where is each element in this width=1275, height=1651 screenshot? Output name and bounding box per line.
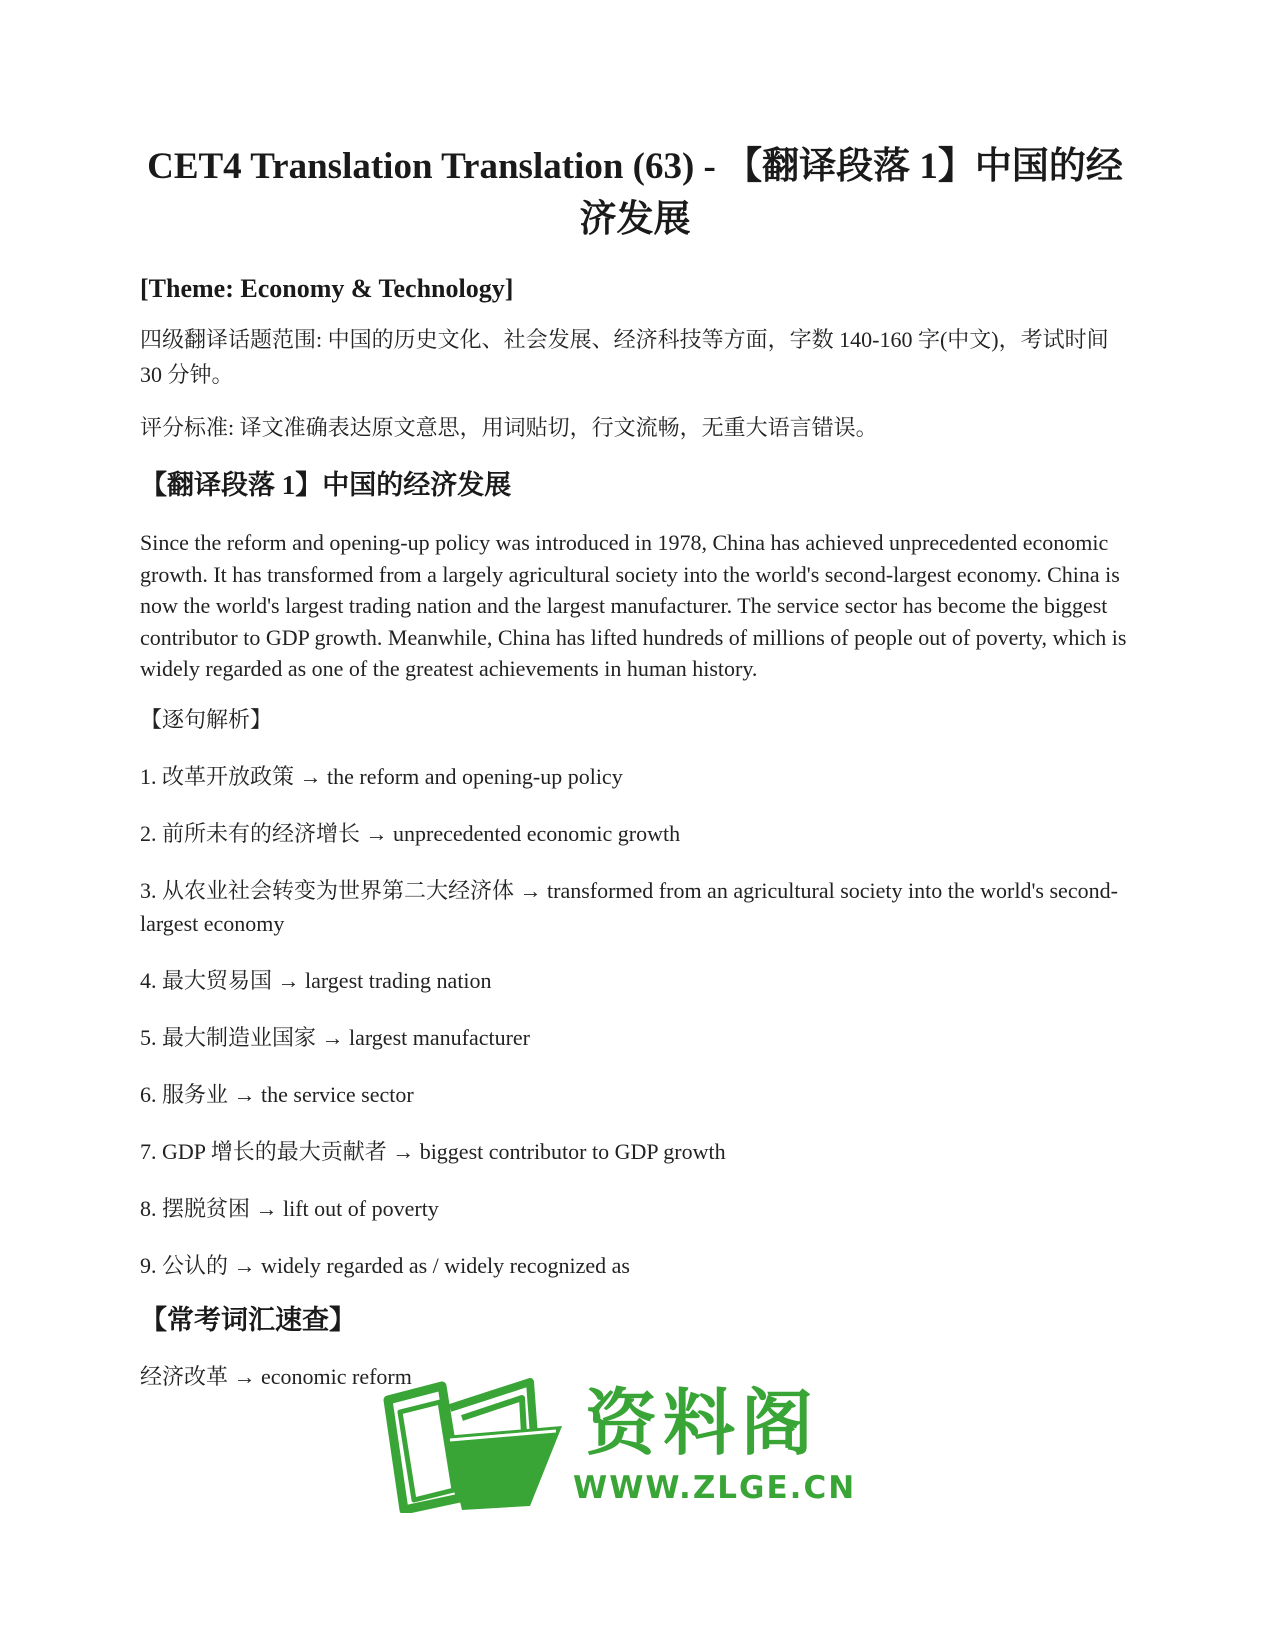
analysis-item: 2. 前所未有的经济增长 → unprecedented economic growth [140, 820, 681, 846]
analysis-item: 6. 服务业 → the service sector [140, 1081, 414, 1107]
analysis-item: 7. GDP 增长的最大贡献者 → biggest contributor to GDP growth [140, 1138, 726, 1164]
document-title: CET4 Translation Translation (63) - 【翻译段落 1】中国的经济发展 [147, 146, 1123, 240]
analysis-list [140, 760, 1130, 1282]
analysis-item: 4. 最大贸易国 → largest trading nation [140, 967, 492, 993]
document-page [140, 140, 1130, 1393]
analysis-item: 1. 改革开放政策 → the reform and opening-up policy [140, 763, 623, 789]
section-heading: 【翻译段落 1】中国的经济发展 [140, 470, 512, 500]
translation-passage: Since the reform and opening-up policy was introduced in 1978, China has achieved unprecedented economic growth. It has transformed from a largely agricultural society into the world's second-largest economy. China is now the world's largest trading nation and the largest manufacturer. The service sector has become the biggest contributor to GDP growth. Meanwhile, China has lifted hundreds of millions of people out of poverty, which is widely regarded as one of the greatest achievements in human history. [140, 530, 1127, 682]
watermark-logo [380, 1378, 857, 1513]
intro-criteria: 评分标准: 译文准确表达原文意思，用词贴切，行文流畅，无重大语言错误。 [140, 415, 878, 440]
analysis-item: 3. 从农业社会转变为世界第二大经济体 → transformed from an agricultural society into the world's second-largest economy [140, 877, 1118, 936]
folder-book-icon [380, 1378, 570, 1513]
vocab-heading: 【常考词汇速查】 [140, 1304, 356, 1335]
watermark-url: WWW.ZLGE.CN [573, 1470, 857, 1506]
analysis-item: 8. 摆脱贫困 → lift out of poverty [140, 1195, 439, 1221]
intro-scope: 四级翻译话题范围: 中国的历史文化、社会发展、经济科技等方面，字数 140-160 字(中文)，考试时间 30 分钟。 [140, 327, 1109, 387]
analysis-heading: 【逐句解析】 [140, 706, 273, 732]
theme-heading: [Theme: Economy & Technology] [140, 274, 514, 303]
vocab-item: 经济改革 → economic reform [140, 1363, 412, 1389]
analysis-item: 9. 公认的 → widely regarded as / widely recognized as [140, 1252, 630, 1278]
analysis-item: 5. 最大制造业国家 → largest manufacturer [140, 1024, 531, 1050]
watermark-name: 资料阁 [585, 1381, 820, 1465]
